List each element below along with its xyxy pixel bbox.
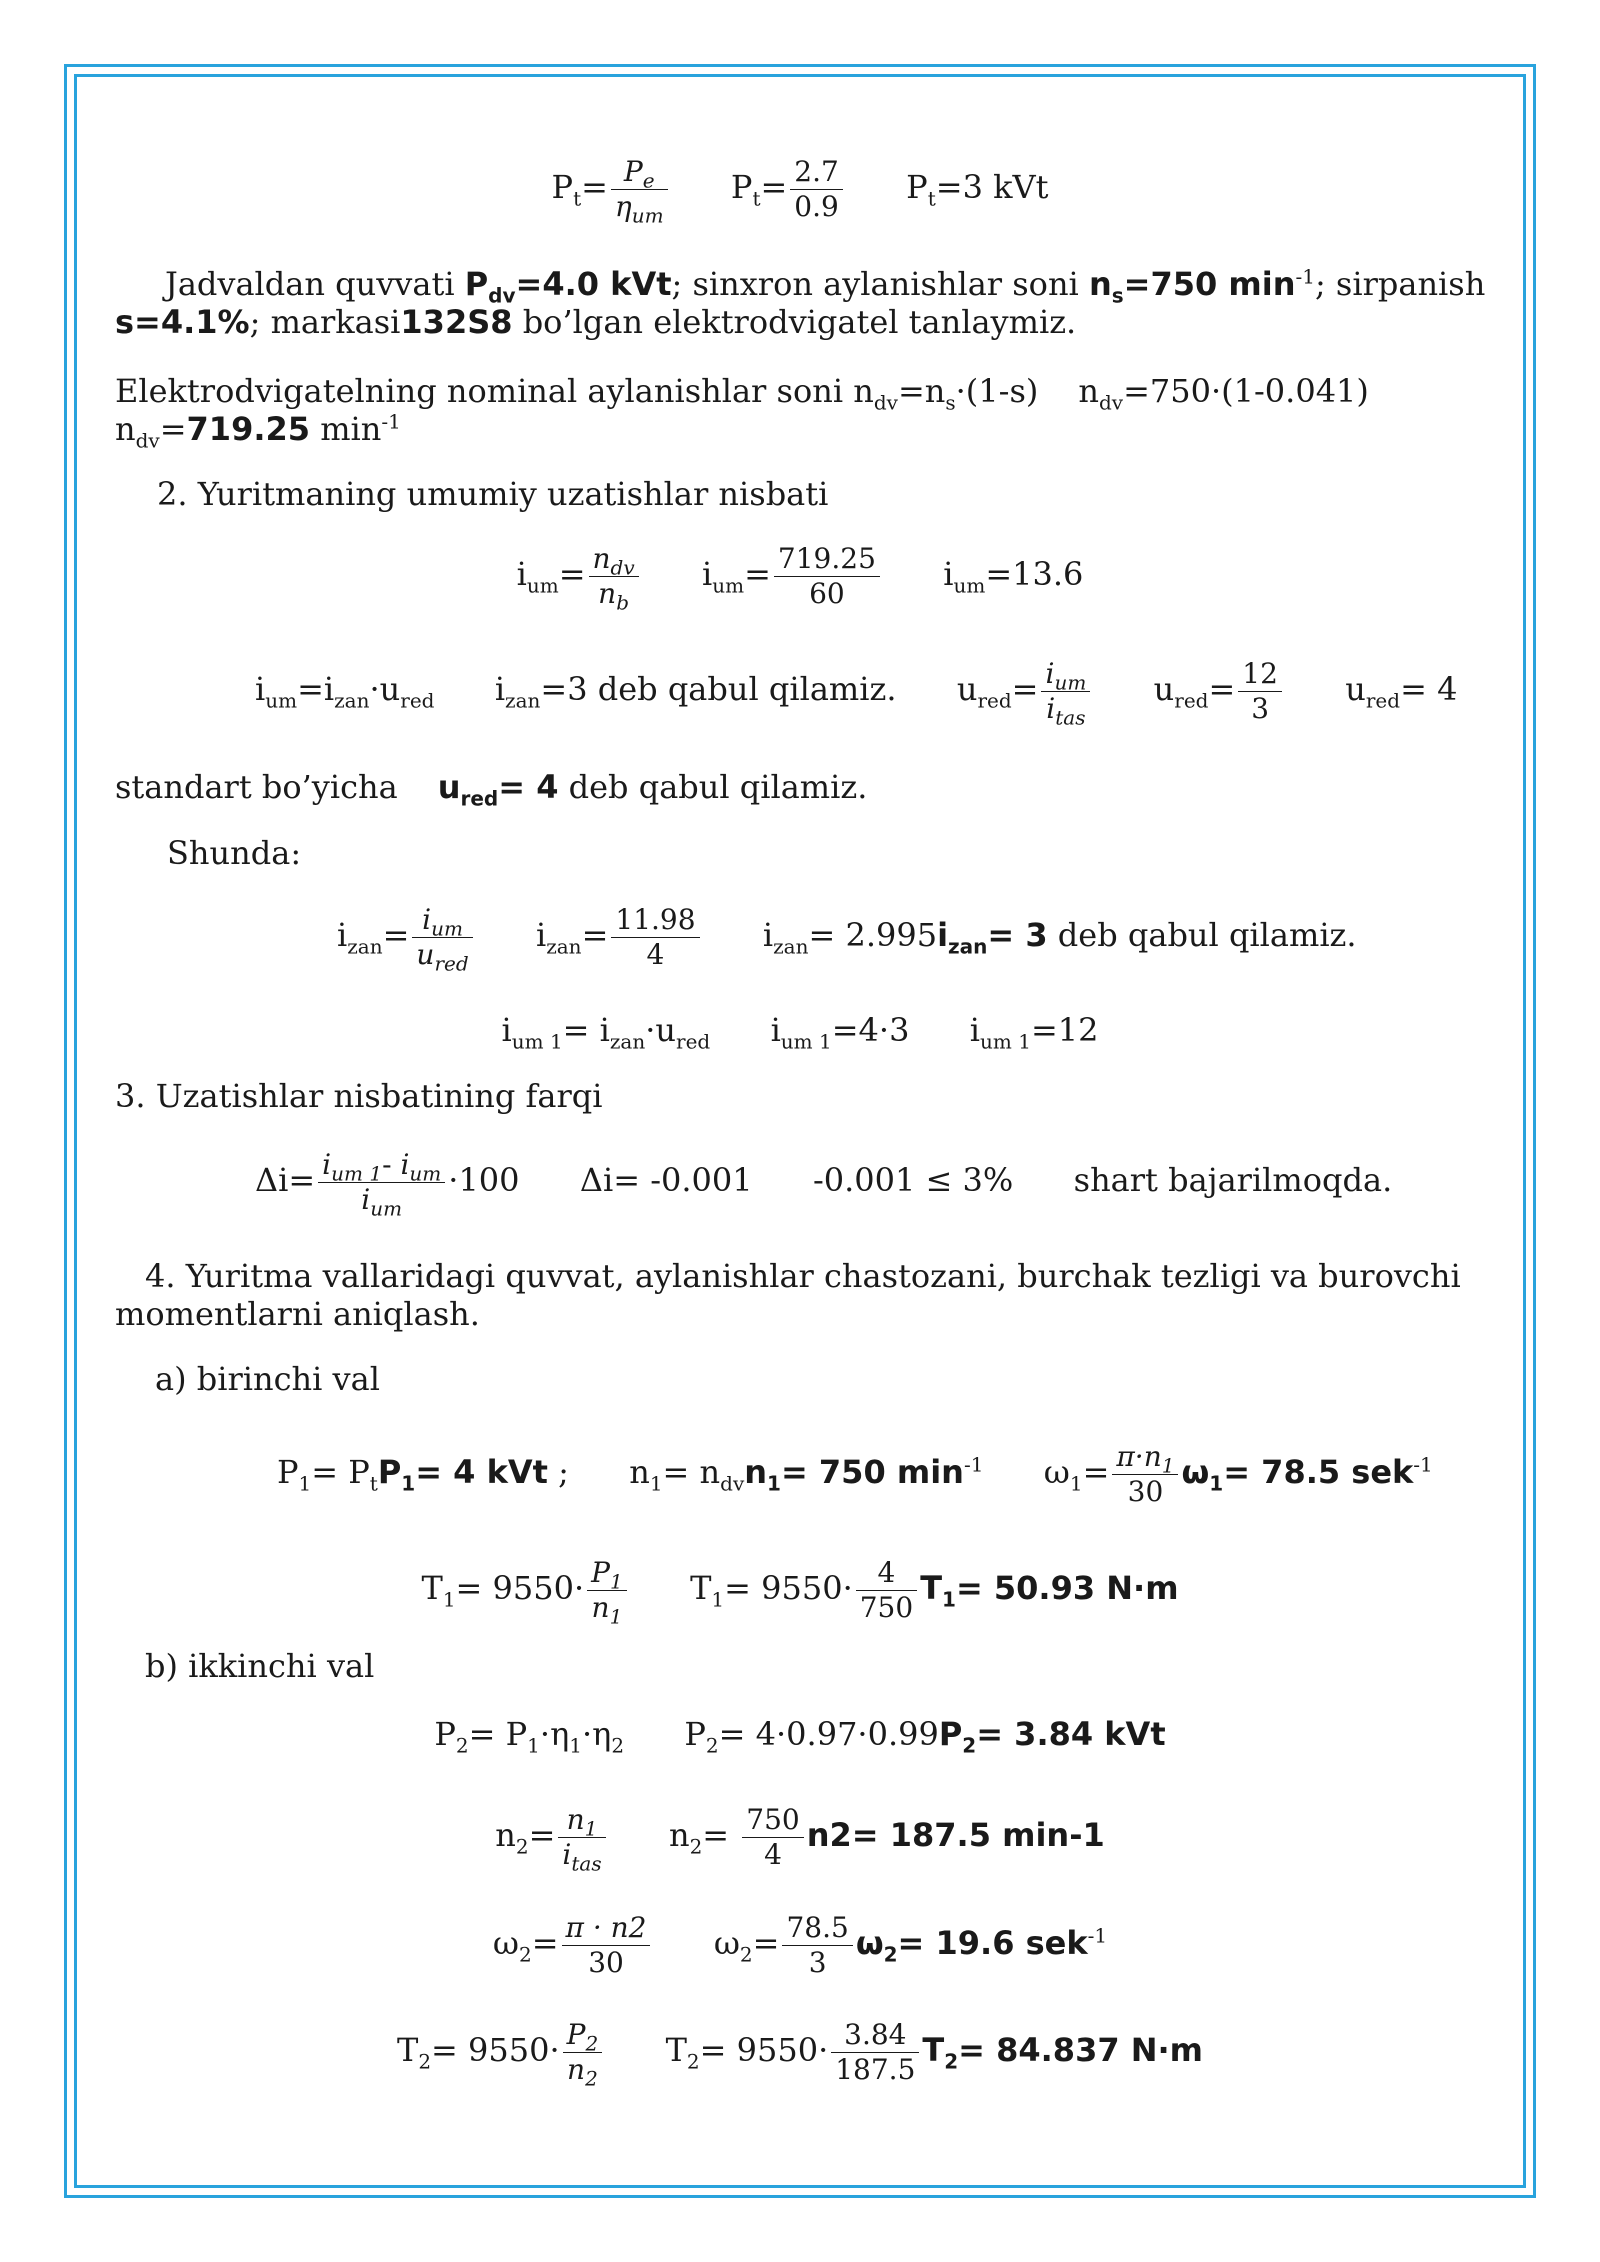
equation-first-shaft: $P_1= P_tP_1= 4$ kVt ; $n_1= n_{dv}n_1= 750$ $\min^{-1} \omega_1=$ $\frac{\pi\cdot n_1}{30}$ $\omega_1= 78.5$ sek$^{-1}$ xyxy=(277,1440,1433,1508)
fraction: $\frac{2.7}{0.9}$ xyxy=(790,155,843,224)
subheading-first-shaft: a) birinchi val xyxy=(155,1360,380,1398)
heading-ratio-difference: 3. Uzatishlar nisbatining farqi xyxy=(115,1077,603,1115)
equation-second-shaft-torque: $T_2= 9550\cdot$ $\frac{P_2}{n_2}$ $T_2= 9550\cdot$ $\frac{3.84}{187.5}$ $T_2= 84.837$ N·m xyxy=(396,2018,1204,2091)
equation-first-shaft-torque: $T_1= 9550\cdot$ $\frac{P_1}{n_1}$ $T_1= 9550\cdot$ $\frac{4}{750}$ $T_1= 50.93$ N·m xyxy=(421,1556,1179,1629)
heading-total-ratio: 2. Yuritmaning umumiy uzatishlar nisbati xyxy=(157,475,829,513)
subheading-second-shaft: b) ikkinchi val xyxy=(145,1647,375,1685)
equation-gear-ratio: $i_{zan}=$ $\frac{i_{um}}{u_{red}}$ $i_{zan}=$ $\frac{11.98}{4}$ $i_{zan}= 2.995i_{zan}= 3$ deb qabul qilamiz. xyxy=(337,903,1357,976)
paragraph-motor-choice-line2: s=4.1%; markasi132S8 bo’lgan elektrodvigatel tanlaymiz. xyxy=(115,303,1077,341)
paragraph-nominal-speed-line1: Elektrodvigatelning nominal aylanishlar soni $n_{dv}=n_s\cdot(1-s)$ $n_{dv}=750\cdot(1-0.041)$ xyxy=(115,372,1369,415)
text-shunda: Shunda: xyxy=(167,834,302,872)
equation-total-ratio: $i_{um}=$ $\frac{n_{dv}}{n_b}$ $i_{um}=$ $\frac{719.25}{60}$ $i_{um}=13.6$ xyxy=(516,542,1084,615)
equation-ratio-split: $i_{um}=i_{zan}\cdot u_{red}$ $i_{zan}=3$ deb qabul qilamiz. $u_{red}=$ $\frac{i_{um}}{i_{tas}}$ $u_{red}=$ $\frac{12}{3}$ $u_{red}= 4$ xyxy=(255,657,1458,730)
paragraph-nominal-speed-line2: $n_{dv}=719.25$ $\min^{-1}$ xyxy=(115,409,401,453)
paragraph-motor-choice-line1: Jadvaldan quvvati $P_{dv}=4.0$ kVt; sinxron aylanishlar soni $n_s=750$ $\min^{-1}$; sirpanish xyxy=(165,264,1486,308)
paragraph-standard-ured: standart bo’yicha $u_{red}= 4$ deb qabul qilamiz. xyxy=(115,768,868,811)
equation-ratio-difference: Δi= $\frac{i_{um 1}- i_{um}}{i_{um}}$ ·100 Δi= -0.001 -0.001 ≤ 3% shart bajarilmoqda. xyxy=(255,1148,1393,1221)
heading-shaft-parameters: 4. Yuritma vallaridagi quvvat, aylanishlar chastozani, burchak tezligi va burovchi momentlarni aniqlash. xyxy=(115,1257,1461,1333)
equation-second-shaft-power: $P_2= P_1\cdot\eta_1\cdot\eta_2$ $P_2= 4\cdot 0.97\cdot 0.99P_2= 3.84$ kVt xyxy=(434,1715,1166,1758)
equation-second-shaft-angular-velocity: $\omega_2=$ $\frac{\pi \cdot n2}{30}$ $\omega_2=$ $\frac{78.5}{3}$ $\omega_2= 19.6$ sek$^{-1}$ xyxy=(492,1911,1108,1979)
equation-actual-total-ratio: $i_{um 1}= i_{zan}\cdot u_{red}$ $i_{um 1}=4\cdot 3$ $i_{um 1}=12$ xyxy=(501,1011,1099,1054)
equation-power-required: $P_t=$ $\frac{P_e}{\eta_{um}}$ $P_t=$ $\frac{2.7}{0.9}$ $P_t=3$ kVt xyxy=(551,155,1049,228)
fraction: $\frac{P_e}{\eta_{um}}$ xyxy=(611,155,668,224)
equation-second-shaft-speed: $n_2=$ $\frac{n_1}{i_{tas}}$ $n_2=$ $\frac{750}{4}$ n2= 187.5 min-1 xyxy=(495,1803,1105,1876)
